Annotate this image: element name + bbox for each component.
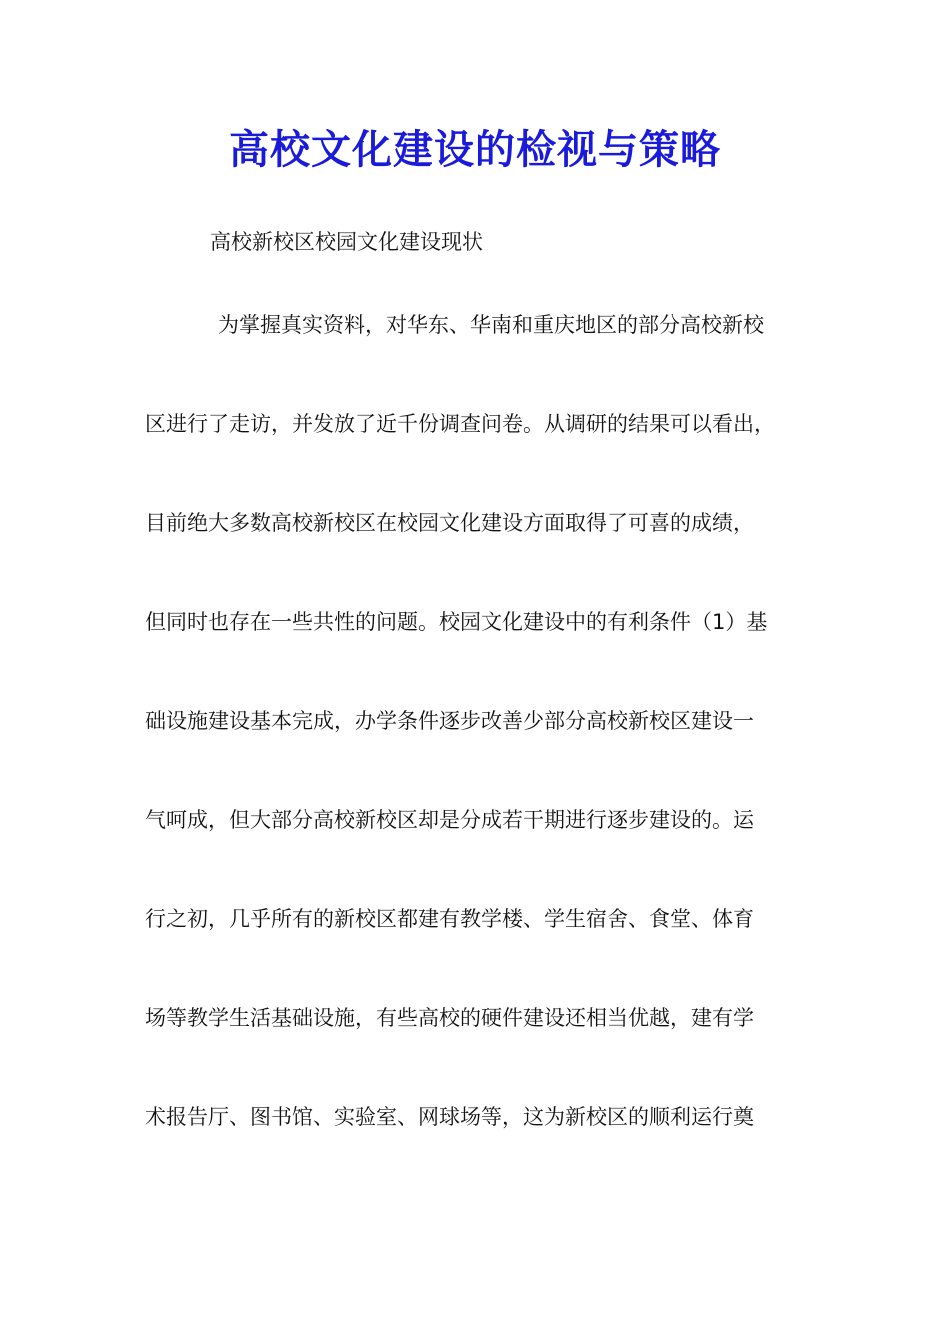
- paragraph-line: 行之初，几乎所有的新校区都建有教学楼、学生宿舍、食堂、体育: [145, 907, 754, 931]
- document-title: 高校文化建设的检视与策略: [229, 126, 721, 173]
- paragraph-line: 目前绝大多数高校新校区在校园文化建设方面取得了可喜的成绩，: [145, 511, 754, 535]
- paragraph-line: 气呵成，但大部分高校新校区却是分成若干期进行逐步建设的。运: [145, 808, 754, 832]
- paragraph-line: 区进行了走访，并发放了近千份调查问卷。从调研的结果可以看出，: [145, 412, 775, 436]
- paragraph-line: 础设施建设基本完成，办学条件逐步改善少部分高校新校区建设一: [145, 709, 754, 733]
- section-heading: 高校新校区校园文化建设现状: [210, 230, 483, 254]
- paragraph-line: 但同时也存在一些共性的问题。校园文化建设中的有利条件（1）基: [145, 610, 768, 634]
- paragraph-line: 术报告厅、图书馆、实验室、网球场等，这为新校区的顺利运行奠: [145, 1105, 754, 1129]
- paragraph-line: 场等教学生活基础设施，有些高校的硬件建设还相当优越，建有学: [145, 1006, 754, 1030]
- paragraph-line: 为掌握真实资料，对华东、华南和重庆地区的部分高校新校: [218, 313, 764, 337]
